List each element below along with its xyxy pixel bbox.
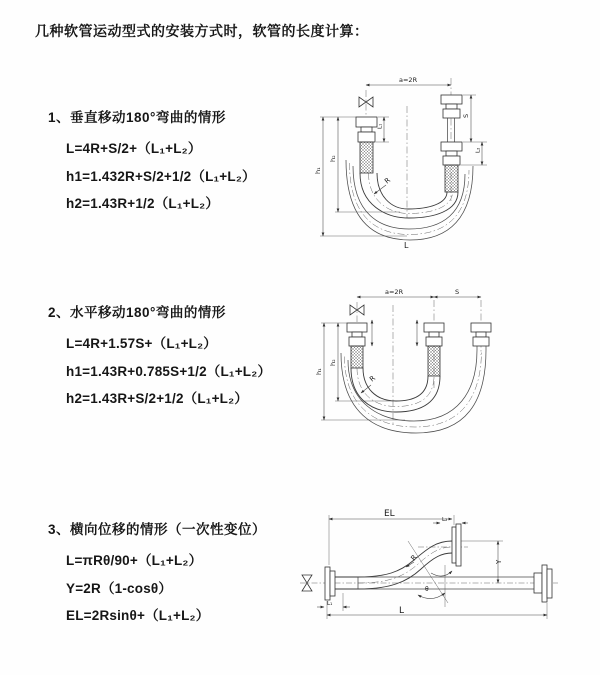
left-flange xyxy=(325,567,358,600)
section-3-formula-EL: EL=2Rsinθ+（L₁+L₂） xyxy=(66,608,210,623)
dim-label-a2r: a=2R xyxy=(399,76,418,84)
dimension-lines xyxy=(317,509,547,619)
section-1 xyxy=(48,106,256,218)
section-2-formula-L: L=4R+1.57S+（L₁+L₂） xyxy=(66,336,217,351)
right-fitting xyxy=(441,95,462,192)
centerlines xyxy=(357,300,481,425)
dim-label-L1: L₁ xyxy=(327,601,333,607)
section-3-formula-Y: Y=2R（1-cosθ） xyxy=(66,580,173,596)
length-label: L xyxy=(404,241,409,250)
section-2-formula-h1: h1=1.43R+0.785S+1/2（L₁+L₂） xyxy=(66,363,272,379)
diagram-1-drawing xyxy=(303,66,553,258)
diagram-lateral-displacement xyxy=(298,503,588,638)
page-title: 几种软管运动型式的安装方式时，软管的长度计算： xyxy=(35,23,369,39)
dim-label-S: S xyxy=(455,288,460,296)
dim-label-h2: h₂ xyxy=(329,359,337,366)
section-1-formula-h1: h1=1.432R+S/2+1/2（L₁+L₂） xyxy=(66,168,256,184)
dimension-lines xyxy=(315,288,481,420)
left-fitting xyxy=(347,323,367,368)
dim-label-L1: L₁ xyxy=(377,123,384,129)
section-2-heading: 2、水平移动180°弯曲的情形 xyxy=(48,305,226,320)
dim-label-h1: h₁ xyxy=(315,368,323,375)
dim-label-L2: L₂ xyxy=(475,147,482,153)
dim-label-Y: Y xyxy=(495,559,503,564)
diagram-3-drawing xyxy=(298,503,588,638)
diagram-2-drawing xyxy=(305,280,575,448)
hose-s-curve xyxy=(358,541,452,589)
section-2 xyxy=(48,301,271,413)
section-3 xyxy=(48,518,266,630)
section-1-formula-L: L=4R+S/2+（L₁+L₂） xyxy=(66,141,202,156)
upper-right-flange xyxy=(452,524,461,566)
dim-label-S: S xyxy=(462,113,470,118)
left-fitting xyxy=(356,117,377,173)
dim-label-a2r: a=2R xyxy=(385,288,404,296)
right-fitting xyxy=(471,323,491,350)
dim-label-EL: EL xyxy=(384,509,395,519)
dim-label-h2: h₂ xyxy=(329,155,337,162)
centerlines xyxy=(300,547,558,583)
middle-fitting xyxy=(424,323,444,376)
diagram-horizontal-180-bend xyxy=(305,280,575,448)
theta-label: θ xyxy=(425,586,429,593)
lower-right-flange xyxy=(534,565,552,602)
section-3-heading: 3、横向位移的情形（一次性变位） xyxy=(48,522,267,537)
dim-label-L2: L₂ xyxy=(442,517,448,523)
radius-label: R xyxy=(409,553,419,563)
dim-label-h1: h₁ xyxy=(314,167,322,174)
centerlines xyxy=(366,78,451,218)
radius-label: R xyxy=(383,176,393,186)
length-label: L xyxy=(399,606,405,616)
section-1-formula-h2: h2=1.43R+1/2（L₁+L₂） xyxy=(66,196,220,211)
diagram-vertical-180-bend xyxy=(303,66,553,258)
section-3-formula-L: L=πRθ/90+（L₁+L₂） xyxy=(66,553,203,568)
section-1-heading: 1、垂直移动180°弯曲的情形 xyxy=(48,110,226,125)
section-2-formula-h2: h2=1.43R+S/2+1/2（L₁+L₂） xyxy=(66,391,249,406)
radius-label: R xyxy=(368,374,378,384)
